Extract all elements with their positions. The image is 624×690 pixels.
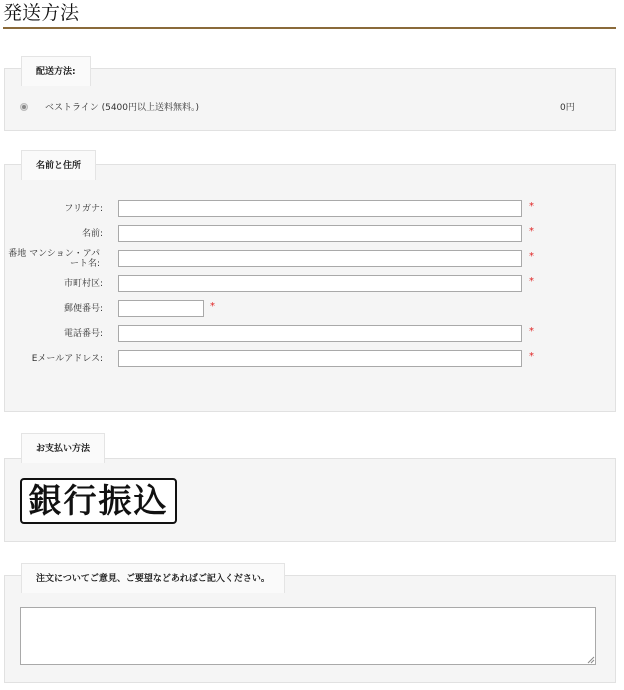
furigana-label: フリガナ: (64, 204, 103, 214)
street-address-required-mark: * (529, 251, 534, 262)
street-address-input[interactable] (118, 250, 522, 267)
shipping-method-legend: 配送方法: (21, 56, 91, 86)
comments-legend: 注文についてご意見、ご要望などあればご記入ください。 (21, 563, 285, 593)
title-divider (3, 27, 616, 29)
email-label: Eメールアドレス: (31, 354, 103, 364)
bank-transfer-logo[interactable] (20, 478, 177, 524)
furigana-input[interactable] (118, 200, 522, 217)
name-input[interactable] (118, 225, 522, 242)
comments-textarea[interactable] (20, 607, 596, 665)
name-required-mark: * (529, 226, 534, 237)
postal-code-label: 郵便番号: (63, 304, 103, 314)
name-address-legend: 名前と住所 (21, 150, 96, 180)
city-label: 市町村区: (63, 279, 103, 289)
postal-code-input[interactable] (118, 300, 204, 317)
shipping-option-label[interactable]: ベストライン (5400円以上送料無料。) (45, 103, 200, 113)
shipping-option-price: 0円 (560, 103, 575, 113)
city-required-mark: * (529, 276, 534, 287)
phone-required-mark: * (529, 326, 534, 337)
page-title: 発送方法 (3, 2, 80, 24)
name-label: 名前: (81, 229, 103, 239)
furigana-required-mark: * (529, 201, 534, 212)
street-address-label: 番地 マンション・アパート名: (8, 249, 100, 269)
payment-method-legend: お支払い方法 (21, 433, 105, 463)
email-required-mark: * (529, 351, 534, 362)
bank-transfer-logo-text: 銀行振込 (28, 481, 169, 520)
phone-label: 電話番号: (63, 329, 103, 339)
email-input[interactable] (118, 350, 522, 367)
resize-grip-icon[interactable] (587, 656, 595, 664)
postal-code-required-mark: * (210, 301, 215, 312)
phone-input[interactable] (118, 325, 522, 342)
shipping-option-radio[interactable] (20, 103, 28, 111)
city-input[interactable] (118, 275, 522, 292)
